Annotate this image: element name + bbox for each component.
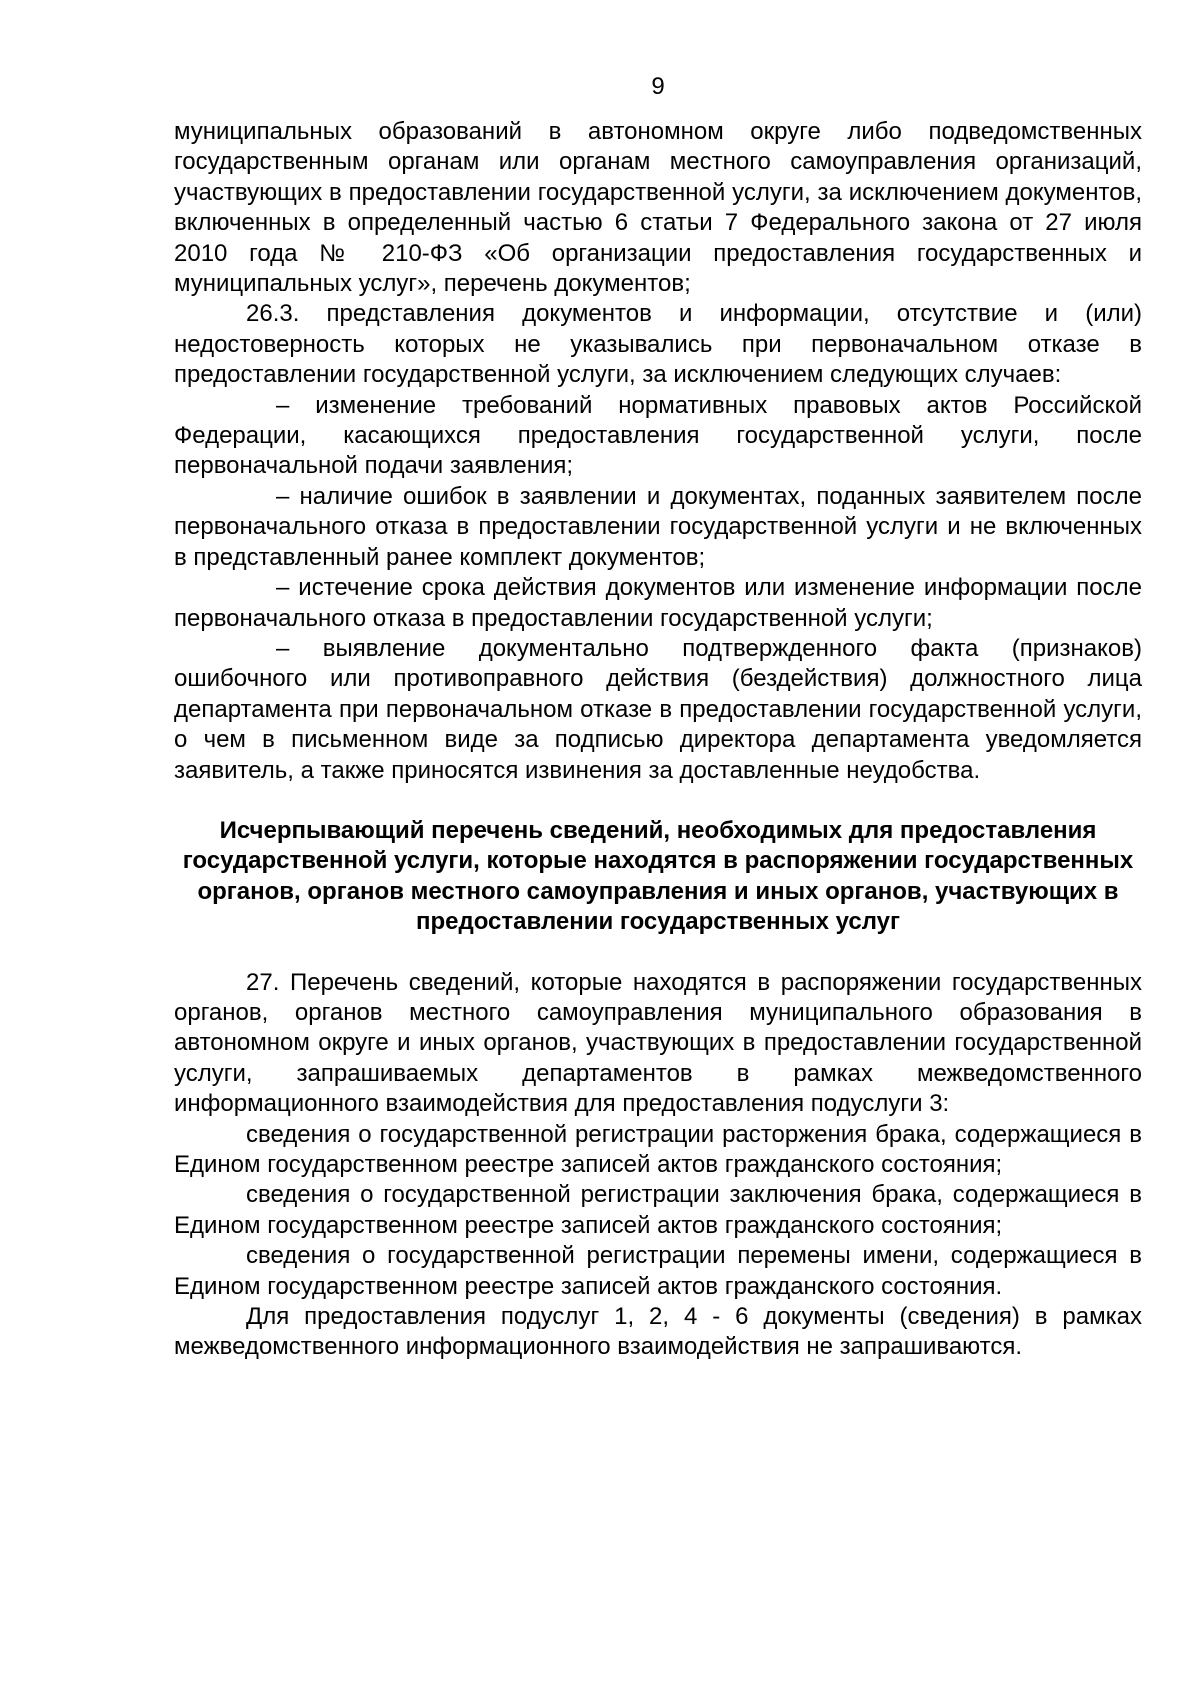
document-body <box>174 117 1142 1363</box>
list-item-wrongful-action: – выявление документально подтвержденного факта (признаков) ошибочного или противоправного действия (бездействия) должностного лица департамента при первоначальном отказе в предоставлении государственной услуги, о чем в письменном виде за подписью директора департамента уведомляется заявитель, а также приносятся извинения за доставленные неудобства. <box>174 634 1142 784</box>
paragraph-subservices-note: Для предоставления подуслуг 1, 2, 4 - 6 документы (сведения) в рамках межведомственного информационного взаимодействия не запрашиваются. <box>174 1303 1142 1361</box>
list-item-marriage-registration: сведения о государственной регистрации заключения брака, содержащиеся в Едином государственном реестре записей актов гражданского состояния; <box>174 1181 1142 1239</box>
paragraph-continuation: муниципальных образований в автономном округе либо подведомственных государственным органам или органам местного самоуправления организаций, участвующих в предоставлении государственной услуги, за исключением документов, включенных в определенный частью 6 статьи 7 Федерального закона от 27 июля 2010 года № 210-ФЗ «Об организации предоставления государственных и муниципальных услуг», перечень документов; <box>174 118 1142 298</box>
list-item-errors-in-application: – наличие ошибок в заявлении и документах, поданных заявителем после первоначального отказа в предоставлении государственной услуги и не включенных в представленный ранее комплект документов; <box>174 482 1142 571</box>
list-item-documents-expiration: – истечение срока действия документов или изменение информации после первоначального отказа в предоставлении государственной услуги; <box>174 574 1142 632</box>
paragraph-26-3: 26.3. представления документов и информации, отсутствие и (или) недостоверность которых не указывались при первоначальном отказе в предоставлении государственной услуги, за исключением следующих случаев: <box>174 300 1142 389</box>
list-item-name-change-registration: сведения о государственной регистрации перемены имени, содержащиеся в Едином государственном реестре записей актов гражданского состояния. <box>174 1242 1142 1300</box>
section-title: Исчерпывающий перечень сведений, необходимых для предоставления государственной услуги, которые находятся в распоряжении государственных органов, органов местного самоуправления и иных органов, участвующих в предоставлении государственных услуг <box>182 816 1134 936</box>
paragraph-27: 27. Перечень сведений, которые находятся в распоряжении государственных органов, органов местного самоуправления муниципального образования в автономном округе и иных органов, участвующих в предоставлении государственной услуги, запрашиваемых департаментов в рамках межведомственного информационного взаимодействия для предоставления подуслуги 3: <box>174 968 1142 1118</box>
list-item-requirements-change: – изменение требований нормативных правовых актов Российской Федерации, касающихся предоставления государственной услуги, после первоначальной подачи заявления; <box>174 391 1142 480</box>
list-item-divorce-registration: сведения о государственной регистрации расторжения брака, содержащиеся в Едином государственном реестре записей актов гражданского состояния; <box>174 1120 1142 1178</box>
page-number: 9 <box>651 73 665 100</box>
